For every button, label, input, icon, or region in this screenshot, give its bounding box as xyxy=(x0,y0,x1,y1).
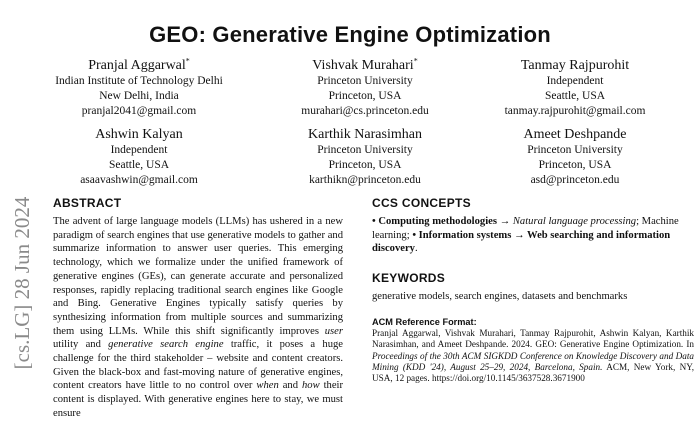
author-location: Princeton, USA xyxy=(538,159,612,171)
arxiv-side-stamp: [cs.LG] 28 Jun 2024 xyxy=(10,196,34,370)
author-name: Vishvak Murahari* xyxy=(312,56,418,73)
author-affiliation: Princeton University xyxy=(527,144,623,156)
author-location: Seattle, USA xyxy=(108,159,170,171)
author-email: tanmay.rajpurohit@gmail.com xyxy=(504,105,646,117)
ccs-concepts-text: • Computing methodologies → Natural language processing; Machine learning; • Information systems → Web searching and information discovery. xyxy=(372,216,679,255)
author-affiliation: Independent xyxy=(110,144,168,156)
author-location: Seattle, USA xyxy=(544,90,606,102)
paper-title: GEO: Generative Engine Optimization xyxy=(149,22,551,47)
author-location: Princeton, USA xyxy=(328,90,402,102)
reference-heading: ACM Reference Format: xyxy=(372,316,477,327)
author-location: Princeton, USA xyxy=(328,159,402,171)
author-name: Karthik Narasimhan xyxy=(308,127,422,142)
author-name: Pranjal Aggarwal* xyxy=(88,56,190,73)
author-name: Ashwin Kalyan xyxy=(95,127,183,142)
author-name: Ameet Deshpande xyxy=(523,127,627,142)
author-affiliation: Princeton University xyxy=(317,75,413,87)
author-block xyxy=(470,126,680,188)
author-block xyxy=(34,57,244,119)
author-affiliation: Indian Institute of Technology Delhi xyxy=(55,75,223,87)
author-email: asaavashwin@gmail.com xyxy=(80,174,198,186)
keywords-heading: KEYWORDS xyxy=(372,271,446,286)
right-column xyxy=(372,195,694,385)
author-block xyxy=(34,126,244,188)
author-name: Tanmay Rajpurohit xyxy=(520,58,630,73)
author-affiliation: Independent xyxy=(546,75,604,87)
author-email: murahari@cs.princeton.edu xyxy=(301,105,429,117)
author-block xyxy=(260,126,470,188)
author-email: pranjal2041@gmail.com xyxy=(81,105,197,117)
author-email: karthikn@princeton.edu xyxy=(309,174,421,186)
author-block xyxy=(470,57,680,119)
abstract-section xyxy=(53,195,343,421)
author-location: New Delhi, India xyxy=(99,90,179,102)
author-email: asd@princeton.edu xyxy=(530,174,620,186)
author-block xyxy=(260,57,470,119)
abstract-text: The advent of large language models (LLMs) has ushered in a new paradigm of search engines that use generative models to gather and summarize information to answer user queries. This emerging technology, which we formalize under the unified framework of generative engines (GEs), can generate accurate and personalized responses, rapidly replacing traditional search engines like Google and Bing. Generative Engines typically satisfy queries by synthesizing information from multiple sources and summarizing them using LLMs. While this shift significantly improves user utility and generative search engine traffic, it poses a huge challenge for the third stakeholder – website and content creators. Given the black-box and fast-moving nature of generative engines, content creators have little to no control over when and how their content is displayed. With generative engines here to stay, we must ensure xyxy=(53,216,344,419)
author-affiliation: Princeton University xyxy=(317,144,413,156)
reference-text: Pranjal Aggarwal, Vishvak Murahari, Tanmay Rajpurohit, Ashwin Kalyan, Karthik Narasimhan, and Ameet Deshpande. 2024. GEO: Generative Engine Optimization. In Proceedings of the 30th ACM SIGKDD Conference on Knowledge Discovery and Data Mining (KDD '24), August 25–29, 2024, Barcelona, Spain. ACM, New York, NY, USA, 12 pages. https://doi.org/10.1145/3637528.3671900 xyxy=(372,327,694,384)
keywords-text: generative models, search engines, datasets and benchmarks xyxy=(372,291,628,303)
ccs-heading: CCS CONCEPTS xyxy=(372,196,471,210)
abstract-heading: ABSTRACT xyxy=(53,196,122,210)
